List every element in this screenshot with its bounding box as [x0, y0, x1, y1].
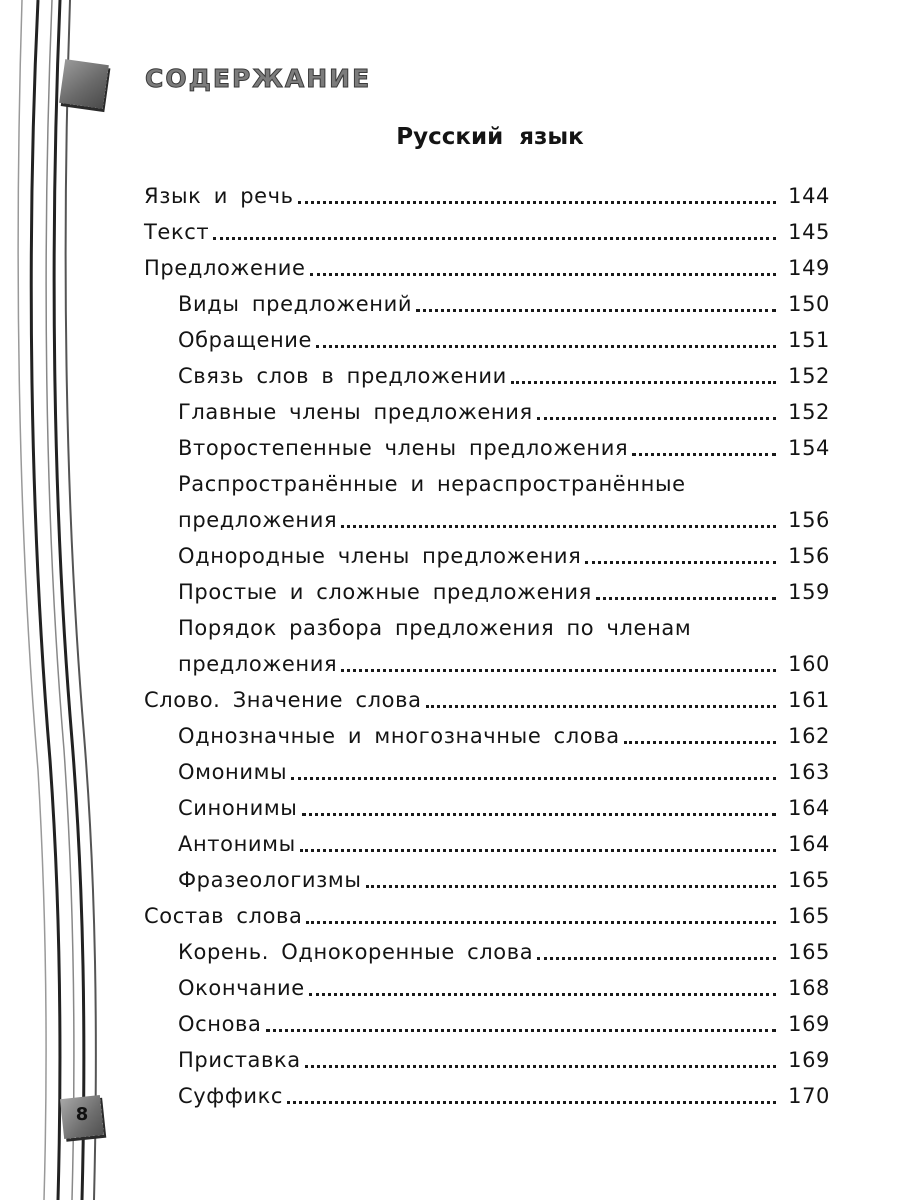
toc-entry-label: Основа [178, 1012, 262, 1036]
toc-entry-page-number: 161 [788, 688, 830, 712]
toc-entry[interactable] [144, 538, 830, 574]
toc-entry-label: Язык и речь [144, 184, 294, 208]
dot-leader [306, 920, 776, 924]
toc-entry-label: Распространённые и нераспространённые [178, 472, 686, 496]
toc-entry-page-number: 144 [788, 184, 830, 208]
toc-entry[interactable] [144, 214, 830, 250]
toc-entry-label: Обращение [178, 328, 313, 352]
toc-entry-page-number: 164 [788, 796, 830, 820]
toc-entry-label: Однозначные и многозначные слова [178, 724, 620, 748]
toc-entry-label: Фразеологизмы [178, 868, 362, 892]
toc-entry-page-number: 165 [788, 904, 830, 928]
toc-entry[interactable] [144, 718, 830, 754]
toc-entry-page-number: 170 [788, 1084, 830, 1108]
toc-entry-page-number: 151 [788, 328, 830, 352]
toc-entry[interactable] [144, 646, 830, 682]
toc-entry[interactable] [144, 898, 830, 934]
toc-entry-label: Слово. Значение слова [144, 688, 422, 712]
dot-leader [537, 956, 776, 960]
toc-entry-page-number: 156 [788, 508, 830, 532]
dot-leader [416, 308, 776, 312]
toc-entry-page-number: 164 [788, 832, 830, 856]
toc-entry-label: Простые и сложные предложения [178, 580, 592, 604]
toc-entry-page-number: 160 [788, 652, 830, 676]
toc-entry[interactable] [144, 430, 830, 466]
dot-leader [632, 452, 776, 456]
toc-entry-label: предложения [178, 508, 338, 532]
toc-entry[interactable] [144, 358, 830, 394]
table-of-contents [144, 178, 830, 1114]
toc-entry[interactable] [144, 178, 830, 214]
toc-entry-label: Антонимы [178, 832, 296, 856]
dot-leader [511, 380, 776, 384]
toc-entry[interactable] [144, 286, 830, 322]
dot-leader [596, 596, 776, 600]
toc-entry-page-number: 152 [788, 400, 830, 424]
toc-entry[interactable] [144, 1078, 830, 1114]
toc-entry[interactable] [144, 970, 830, 1006]
toc-entry[interactable] [144, 322, 830, 358]
toc-entry-page-number: 159 [788, 580, 830, 604]
toc-entry[interactable] [144, 1006, 830, 1042]
toc-entry-label: Окончание [178, 976, 305, 1000]
toc-entry-page-number: 165 [788, 940, 830, 964]
toc-entry-label: Виды предложений [178, 292, 413, 316]
decorative-border [0, 0, 130, 1200]
toc-entry[interactable] [144, 790, 830, 826]
toc-entry[interactable] [144, 754, 830, 790]
dot-leader [624, 740, 776, 744]
toc-entry-page-number: 156 [788, 544, 830, 568]
dot-leader [213, 236, 776, 240]
toc-entry-page-number: 169 [788, 1048, 830, 1072]
toc-entry-label: предложения [178, 652, 338, 676]
toc-entry[interactable] [144, 394, 830, 430]
toc-entry-page-number: 162 [788, 724, 830, 748]
toc-entry-label: Состав слова [144, 904, 303, 928]
section-title-block-icon [59, 59, 109, 109]
toc-entry-label: Однородные члены предложения [178, 544, 582, 568]
toc-entry[interactable] [144, 574, 830, 610]
toc-entry-page-number: 168 [788, 976, 830, 1000]
toc-entry[interactable] [144, 934, 830, 970]
dot-leader [585, 560, 776, 564]
page-number: 8 [75, 1104, 89, 1125]
section-heading: СОДЕРЖАНИЕ [145, 64, 372, 93]
dot-leader [291, 776, 776, 780]
dot-leader [300, 848, 776, 852]
toc-entry-page-number: 169 [788, 1012, 830, 1036]
toc-entry[interactable] [144, 1042, 830, 1078]
toc-entry[interactable] [144, 682, 830, 718]
dot-leader [310, 272, 776, 276]
toc-entry-page-number: 163 [788, 760, 830, 784]
toc-entry-label: Суффикс [178, 1084, 284, 1108]
toc-entry-page-number: 145 [788, 220, 830, 244]
toc-entry[interactable] [144, 862, 830, 898]
toc-entry-label: Предложение [144, 256, 306, 280]
toc-entry[interactable] [144, 610, 830, 646]
dot-leader [316, 344, 776, 348]
dot-leader [341, 668, 776, 672]
toc-entry-label: Второстепенные члены предложения [178, 436, 629, 460]
dot-leader [537, 416, 776, 420]
dot-leader [287, 1100, 776, 1104]
toc-entry-label: Синонимы [178, 796, 298, 820]
toc-entry[interactable] [144, 502, 830, 538]
toc-entry-page-number: 152 [788, 364, 830, 388]
toc-entry-label: Связь слов в предложении [178, 364, 507, 388]
toc-entry-label: Корень. Однокоренные слова [178, 940, 534, 964]
toc-entry-label: Текст [144, 220, 210, 244]
dot-leader [366, 884, 776, 888]
toc-entry[interactable] [144, 250, 830, 286]
dot-leader [298, 200, 776, 204]
dot-leader [302, 812, 777, 816]
toc-entry-page-number: 149 [788, 256, 830, 280]
toc-entry-label: Главные члены предложения [178, 400, 533, 424]
toc-entry-page-number: 150 [788, 292, 830, 316]
toc-entry[interactable] [144, 826, 830, 862]
dot-leader [266, 1028, 777, 1032]
toc-entry-label: Приставка [178, 1048, 301, 1072]
toc-entry-label: Омонимы [178, 760, 288, 784]
dot-leader [341, 524, 776, 528]
toc-entry[interactable] [144, 466, 830, 502]
subject-title: Русский язык [396, 124, 584, 150]
toc-entry-label: Порядок разбора предложения по членам [178, 616, 692, 640]
dot-leader [305, 1064, 776, 1068]
toc-entry-page-number: 165 [788, 868, 830, 892]
dot-leader [309, 992, 776, 996]
dot-leader [426, 704, 776, 708]
toc-entry-page-number: 154 [788, 436, 830, 460]
